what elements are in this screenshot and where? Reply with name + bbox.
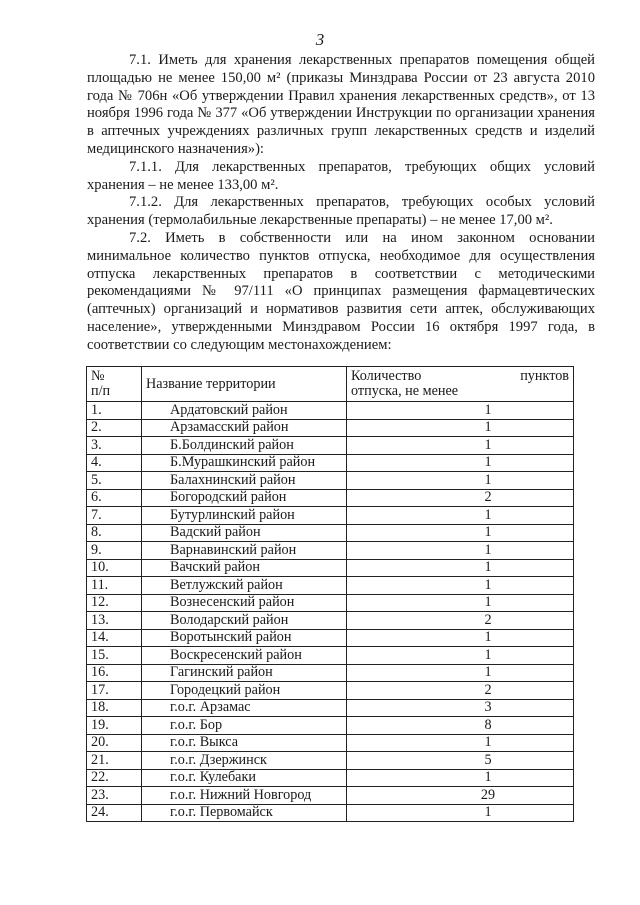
header-count (347, 367, 574, 402)
row-number: 4. (87, 454, 142, 472)
table-row (87, 734, 574, 752)
row-number: 5. (87, 472, 142, 490)
points-count: 1 (347, 769, 574, 787)
paragraph-7-2: 7.2. Иметь в собственности или на ином законном основании минимальное количество пунктов отпуска, необходимое для осуществления отпуска лекарственных препаратов в соответствии с методическими рекомендациями № 97/111 «О принципах размещения фармацевтических (аптечных) организаций и нормативов развития сети аптек, обслуживающих население», утвержденными Минздравом России 16 октября 1997 года, в соответствии со следующим местонахождением: (87, 229, 595, 353)
points-count: 2 (347, 612, 574, 630)
points-count: 1 (347, 664, 574, 682)
row-number: 18. (87, 699, 142, 717)
row-number: 9. (87, 542, 142, 560)
territory-name: Балахнинский район (142, 472, 347, 490)
row-number: 13. (87, 612, 142, 630)
table-row (87, 472, 574, 490)
row-number: 3. (87, 437, 142, 455)
table-row (87, 717, 574, 735)
table-row (87, 629, 574, 647)
header-number-line1: № (91, 368, 105, 384)
territory-name: Б.Мурашкинский район (142, 454, 347, 472)
row-number: 1. (87, 402, 142, 420)
territory-name: Арзамасский район (142, 419, 347, 437)
table-row (87, 664, 574, 682)
table-row (87, 594, 574, 612)
page-number: 3 (315, 30, 325, 49)
row-number: 19. (87, 717, 142, 735)
table-row (87, 419, 574, 437)
header-count-line1: Количество пунктов (351, 368, 569, 384)
territory-name: Вачский район (142, 559, 347, 577)
territory-name: г.о.г. Кулебаки (142, 769, 347, 787)
territory-name: Вознесенский район (142, 594, 347, 612)
points-count: 1 (347, 629, 574, 647)
points-count: 2 (347, 682, 574, 700)
territory-name: Гагинский район (142, 664, 347, 682)
points-count: 1 (347, 437, 574, 455)
row-number: 17. (87, 682, 142, 700)
pharmacy-points-table (86, 366, 574, 822)
header-count-line2: отпуска, не менее (351, 383, 459, 399)
territory-name: г.о.г. Выкса (142, 734, 347, 752)
table-row (87, 787, 574, 805)
table-body (87, 402, 574, 822)
territory-name: Воротынский район (142, 629, 347, 647)
territory-name: г.о.г. Нижний Новгород (142, 787, 347, 805)
table-row (87, 769, 574, 787)
row-number: 24. (87, 804, 142, 822)
points-count: 1 (347, 734, 574, 752)
table-row (87, 612, 574, 630)
row-number: 20. (87, 734, 142, 752)
points-count: 1 (347, 542, 574, 560)
points-count: 1 (347, 594, 574, 612)
row-number: 2. (87, 419, 142, 437)
points-count: 29 (347, 787, 574, 805)
territory-name: г.о.г. Бор (142, 717, 347, 735)
territory-name: г.о.г. Первомайск (142, 804, 347, 822)
points-count: 1 (347, 804, 574, 822)
territory-name: Варнавинский район (142, 542, 347, 560)
table-row (87, 437, 574, 455)
table-row (87, 559, 574, 577)
row-number: 14. (87, 629, 142, 647)
table-row (87, 454, 574, 472)
table-row (87, 752, 574, 770)
row-number: 22. (87, 769, 142, 787)
table-row (87, 402, 574, 420)
table-row (87, 524, 574, 542)
territory-name: Бутурлинский район (142, 507, 347, 525)
points-count: 3 (347, 699, 574, 717)
table-row (87, 542, 574, 560)
row-number: 23. (87, 787, 142, 805)
paragraph-7-1-2: 7.1.2. Для лекарственных препаратов, требующих особых условий хранения (термолабильные лекарственные препараты) – не менее 17,00 м². (87, 194, 595, 229)
row-number: 12. (87, 594, 142, 612)
table-header-row (87, 367, 574, 402)
row-number: 16. (87, 664, 142, 682)
paragraph-7-1-1: 7.1.1. Для лекарственных препаратов, требующих общих условий хранения – не менее 133,00 м². (87, 158, 595, 193)
territory-name: Вадский район (142, 524, 347, 542)
table-row (87, 699, 574, 717)
table-row (87, 577, 574, 595)
row-number: 21. (87, 752, 142, 770)
territory-name: Володарский район (142, 612, 347, 630)
territory-name: г.о.г. Дзержинск (142, 752, 347, 770)
territory-name: Б.Болдинский район (142, 437, 347, 455)
row-number: 11. (87, 577, 142, 595)
territory-name: Городецкий район (142, 682, 347, 700)
territory-name: Воскресенский район (142, 647, 347, 665)
table-row (87, 804, 574, 822)
points-count: 2 (347, 489, 574, 507)
row-number: 10. (87, 559, 142, 577)
row-number: 7. (87, 507, 142, 525)
points-count: 5 (347, 752, 574, 770)
table-row (87, 489, 574, 507)
row-number: 8. (87, 524, 142, 542)
row-number: 15. (87, 647, 142, 665)
points-count: 1 (347, 559, 574, 577)
points-count: 1 (347, 402, 574, 420)
header-number-line2: п/п (91, 383, 111, 399)
table-row (87, 507, 574, 525)
body-text (87, 52, 595, 355)
territory-name: Богородский район (142, 489, 347, 507)
points-count: 8 (347, 717, 574, 735)
territory-name: Ветлужский район (142, 577, 347, 595)
points-count: 1 (347, 472, 574, 490)
paragraph-7-1: 7.1. Иметь для хранения лекарственных препаратов помещения общей площадью не менее 150,00 м² (приказы Минздрава России от 23 августа 2010 года № 706н «Об утверждении Правил хранения лекарственных средств», от 13 ноября 1996 года № 377 «Об утверждении Инструкции по организации хранения в аптечных учреждениях различных групп лекарственных средств и изделий медицинского назначения»): (87, 52, 595, 157)
points-count: 1 (347, 454, 574, 472)
points-count: 1 (347, 577, 574, 595)
points-count: 1 (347, 507, 574, 525)
points-count: 1 (347, 419, 574, 437)
points-count: 1 (347, 647, 574, 665)
header-number (87, 367, 142, 402)
territory-name: Ардатовский район (142, 402, 347, 420)
territory-name: г.о.г. Арзамас (142, 699, 347, 717)
table-row (87, 647, 574, 665)
row-number: 6. (87, 489, 142, 507)
header-territory: Название территории (142, 367, 347, 402)
points-count: 1 (347, 524, 574, 542)
table-row (87, 682, 574, 700)
